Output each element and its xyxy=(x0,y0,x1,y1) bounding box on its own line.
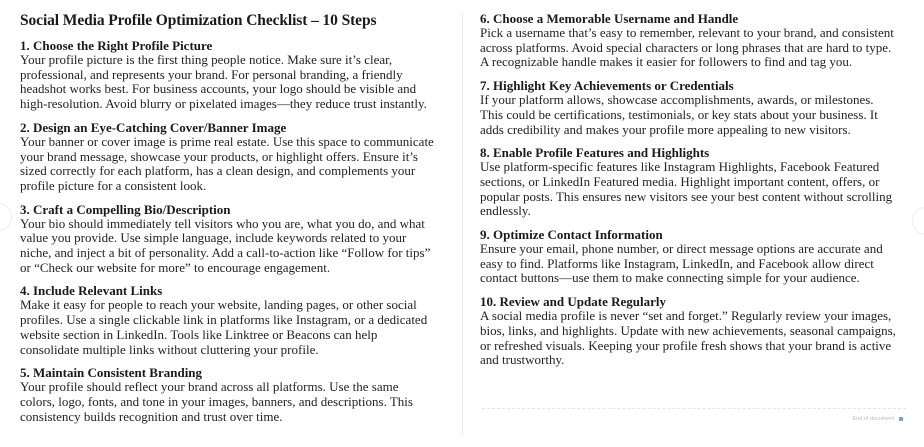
end-of-document-label: End of document xyxy=(852,416,894,422)
end-of-document-marker-icon xyxy=(899,417,903,421)
section-body: A social media profile is never “set and forget.” Regularly review your images, bios, links, and highlights. Update with new achievements, seasonal campaigns, or refreshed visuals. Keeping your profile fresh shows that your brand is active and trustworthy. xyxy=(480,308,896,368)
section-body: Your profile picture is the first thing people notice. Make sure it’s clear, professional, and represents your brand. For personal branding, a friendly headshot works best. For business accounts, your logo should be visible and high-resolution. Avoid blurry or pixelated images—they reduce trust instantly. xyxy=(20,52,427,112)
section-body: Ensure your email, phone number, or direct message options are accurate and easy to find. Platforms like Instagram, LinkedIn, and Facebook allow direct contact buttons—use them to make connecting simple for your audience. xyxy=(480,241,883,286)
checklist-section-8 xyxy=(480,146,914,219)
section-body: Make it easy for people to reach your website, landing pages, or other social profiles. Use a single clickable link in platforms like Instagram, or a dedicated website section in LinkedIn. Tools like Linktree or Beacons can help consolidate multiple links without cluttering your profile. xyxy=(20,297,428,357)
section-heading: 1. Choose the Right Profile Picture xyxy=(20,38,213,53)
section-heading: 9. Optimize Contact Information xyxy=(480,227,663,243)
right-page xyxy=(462,0,924,447)
section-heading: 6. Choose a Memorable Username and Handle xyxy=(480,11,739,26)
section-heading: 10. Review and Update Regularly xyxy=(480,294,666,310)
checklist-section-7 xyxy=(480,79,914,137)
section-heading: 3. Craft a Compelling Bio/Description xyxy=(20,201,231,217)
checklist-section-6 xyxy=(480,12,914,70)
section-body: Your profile should reflect your brand across all platforms. Use the same colors, logo, fonts, and tone in your images, banners, and descriptions. This consistency builds recognition and trust over time. xyxy=(20,379,413,424)
checklist-section-3 xyxy=(20,203,452,276)
section-heading: 8. Enable Profile Features and Highlights xyxy=(480,145,710,161)
section-heading: 5. Maintain Consistent Branding xyxy=(20,365,203,381)
section-body: Your banner or cover image is prime real estate. Use this space to communicate your brand message, showcase your products, or highlight offers. Ensure it’s sized correctly for each platform, has a clean design, and complements your profile picture for a consistent look. xyxy=(20,133,434,193)
checklist-section-10 xyxy=(480,295,914,368)
checklist-section-1 xyxy=(20,39,452,112)
checklist-section-9 xyxy=(480,228,914,286)
section-body: Pick a username that’s easy to remember, relevant to your brand, and consistent across platforms. Avoid special characters or long phrases that are hard to type. A recognizable handle makes it easier for followers to find and tag you. xyxy=(480,25,894,70)
end-of-document-rule xyxy=(482,408,906,409)
section-heading: 7. Highlight Key Achievements or Credentials xyxy=(480,78,734,94)
section-body: If your platform allows, showcase accomplishments, awards, or milestones. This could be certifications, testimonials, or key stats about your business. It adds credibility and makes your profile more appealing to new visitors. xyxy=(480,92,878,137)
document-title: Social Media Profile Optimization Checklist – 10 Steps xyxy=(20,12,377,29)
checklist-section-5 xyxy=(20,366,452,424)
section-heading: 2. Design an Eye-Catching Cover/Banner Image xyxy=(20,119,287,135)
checklist-section-4 xyxy=(20,284,452,357)
section-heading: 4. Include Relevant Links xyxy=(20,283,163,299)
section-body: Your bio should immediately tell visitors who you are, what you do, and what value you provide. Use simple language, include keywords related to your niche, and inject a bit of personality. Add a call-to-action like “Follow for tips” or “Check our website for more” to encourage engagement. xyxy=(20,215,431,275)
section-body: Use platform-specific features like Instagram Highlights, Facebook Featured sections, or LinkedIn Featured media. Highlight important content, offers, or popular posts. This ensures new visitors see your best content without scrolling endlessly. xyxy=(480,159,893,219)
checklist-section-2 xyxy=(20,121,452,194)
